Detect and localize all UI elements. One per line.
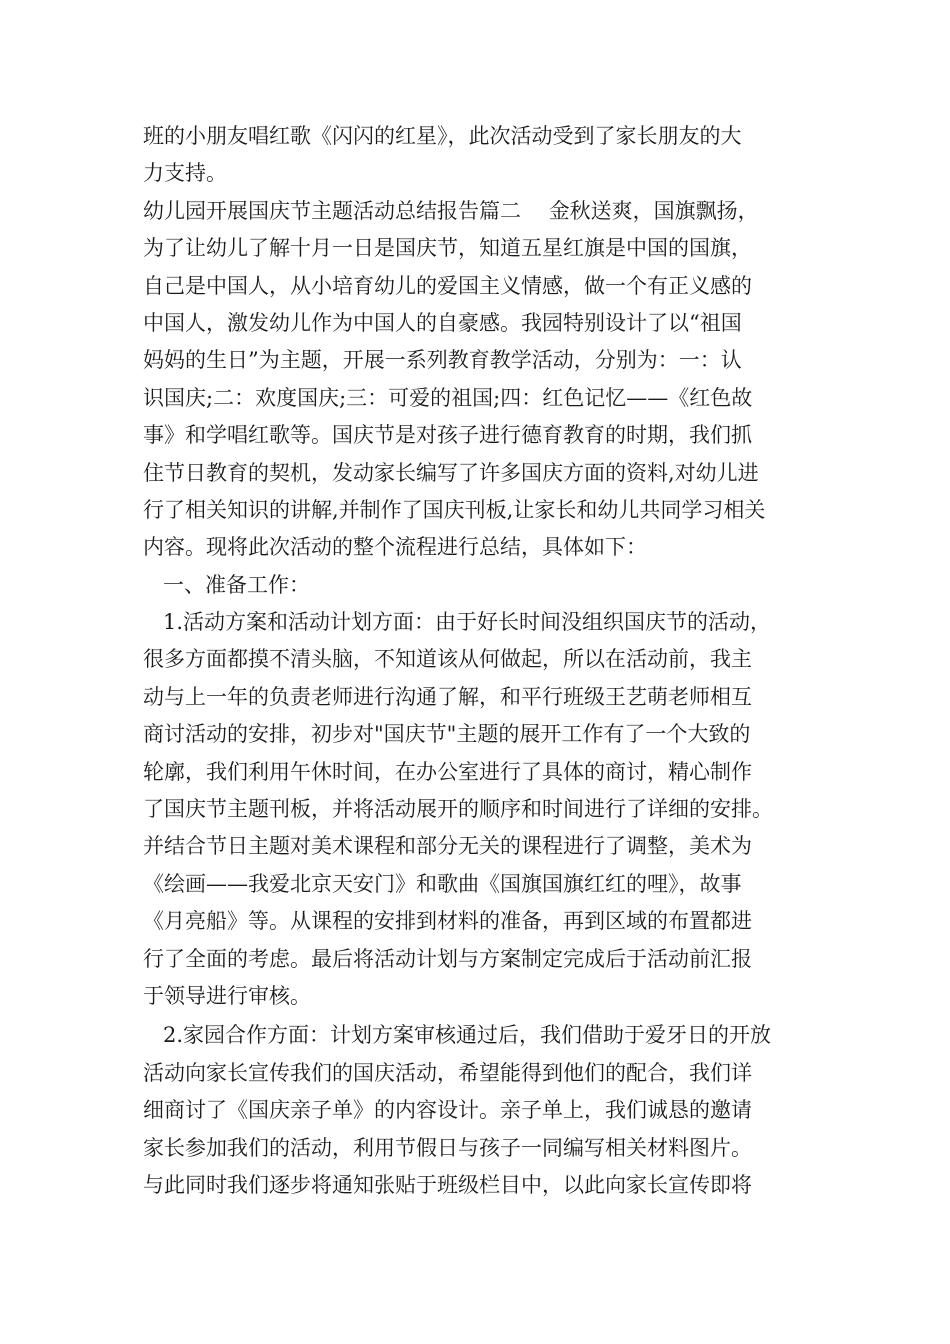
text-line: 力支持。 xyxy=(143,161,227,186)
text-line: 内容。现将此次活动的整个流程进行总结，具体如下： xyxy=(143,535,647,560)
text-line: 了国庆节主题刊板，并将活动展开的顺序和时间进行了详细的安排。 xyxy=(143,797,773,822)
paragraph-start-line: 2.家园合作方面：计划方案审核通过后，我们借助于爱牙日的开放 xyxy=(163,1023,772,1048)
subheading-line: 一、准备工作： xyxy=(163,572,310,597)
text-line: 事》和学唱红歌等。国庆节是对孩子进行德育教育的时期，我们抓 xyxy=(143,423,752,448)
text-line: 商讨活动的安排，初步对"国庆节"主题的展开工作有了一个大致的 xyxy=(143,722,751,747)
text-line: 住节日教育的契机，发动家长编写了许多国庆方面的资料,对幼儿进 xyxy=(143,460,759,485)
text-line: 自己是中国人，从小培育幼儿的爱国主义情感，做一个有正义感的 xyxy=(143,273,752,298)
text-line: 轮廓，我们利用午休时间，在办公室进行了具体的商讨，精心制作 xyxy=(143,759,752,784)
text-line: 活动向家长宣传我们的国庆活动，希望能得到他们的配合，我们详 xyxy=(143,1060,752,1085)
document-body xyxy=(143,118,833,1204)
text-line: 《月亮船》等。从课程的安排到材料的准备，再到区域的布置都进 xyxy=(143,909,752,934)
text-line: 很多方面都摸不清头脑，不知道该从何做起，所以在活动前，我主 xyxy=(143,647,752,672)
text-line: 妈妈的生日”为主题，开展一系列教育教学活动，分别为：一：认 xyxy=(143,348,742,373)
text-line: 并结合节日主题对美术课程和部分无关的课程进行了调整，美术为 xyxy=(143,834,752,859)
text-line: 动与上一年的负责老师进行沟通了解，和平行班级王艺萌老师相互 xyxy=(143,684,752,709)
text-line: 行了全面的考虑。最后将活动计划与方案制定完成后于活动前汇报 xyxy=(143,946,752,971)
text-line: 班的小朋友唱红歌《闪闪的红星》，此次活动受到了家长朋友的大 xyxy=(143,124,742,148)
text-line: 于领导进行审核。 xyxy=(143,983,311,1008)
text-line: 细商讨了《国庆亲子单》的内容设计。亲子单上，我们诚恳的邀请 xyxy=(143,1098,752,1123)
text-line: 与此同时我们逐步将通知张贴于班级栏目中，以此向家长宣传即将 xyxy=(143,1172,752,1197)
text-line: 行了相关知识的讲解,并制作了国庆刊板,让家长和幼儿共同学习相关 xyxy=(143,497,766,522)
text-line: 中国人，激发幼儿作为中国人的自豪感。我园特别设计了以“祖国 xyxy=(143,310,742,335)
paragraph-start-line: 1.活动方案和活动计划方面：由于好长时间没组织国庆节的活动， xyxy=(163,610,772,635)
text-line: 识国庆;二：欢度国庆;三：可爱的祖国;四：红色记忆——《红色故 xyxy=(143,385,753,410)
section-heading-line: 幼儿园开展国庆节主题活动总结报告篇二 金秋送爽，国旗飘扬， xyxy=(143,198,759,223)
text-line: 家长参加我们的活动，利用节假日与孩子一同编写相关材料图片。 xyxy=(143,1135,752,1160)
text-line: 《绘画——我爱北京天安门》和歌曲《国旗国旗红红的哩》，故事 xyxy=(143,871,742,896)
text-line: 为了让幼儿了解十月一日是国庆节，知道五星红旗是中国的国旗， xyxy=(143,236,752,261)
